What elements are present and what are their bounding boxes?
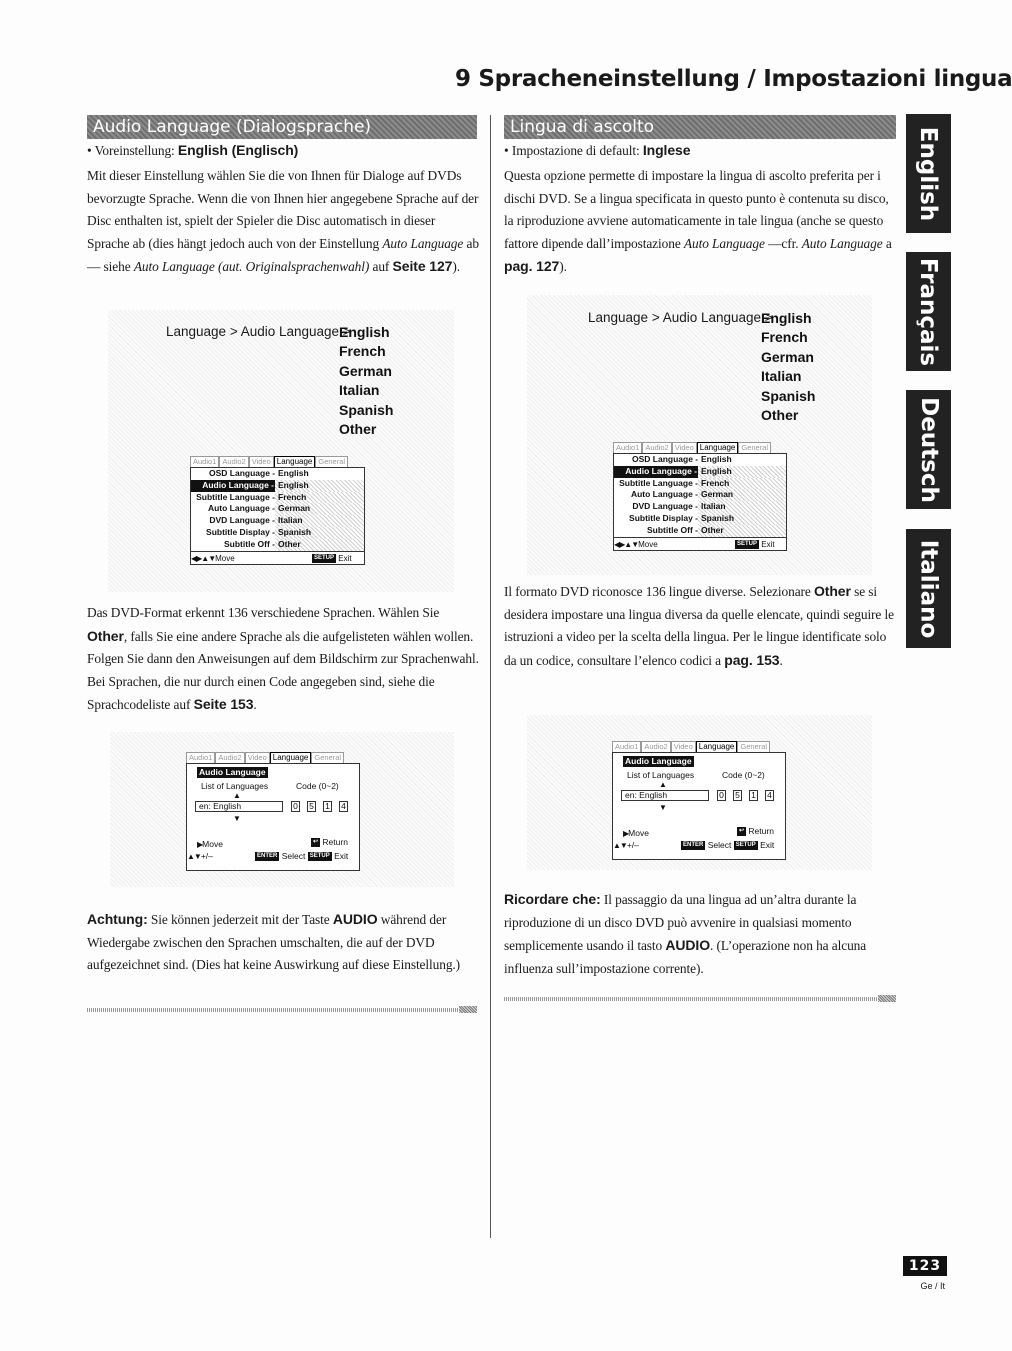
menu-options bbox=[761, 309, 815, 425]
osd-footer bbox=[614, 537, 786, 550]
menu-figure-left bbox=[108, 310, 454, 592]
osd-row-label: Subtitle Display - bbox=[629, 512, 698, 523]
page-ref: Seite 127 bbox=[392, 258, 453, 275]
code-figure-left bbox=[110, 732, 454, 887]
side-tab-francais[interactable] bbox=[906, 252, 951, 371]
osd-tabs bbox=[190, 456, 365, 467]
setup-key-icon: SETUP bbox=[735, 842, 756, 849]
osd-title: Audio Language bbox=[199, 767, 266, 777]
menu-path-prefix: Language > Audio Language > bbox=[166, 324, 351, 339]
osd-body bbox=[190, 467, 365, 565]
right-para2 bbox=[504, 580, 894, 672]
osd-title: Audio Language bbox=[625, 756, 692, 766]
tab-audio1[interactable]: Audio1 bbox=[613, 442, 642, 453]
move-hint: Move bbox=[215, 553, 235, 563]
option-ref: Other bbox=[87, 627, 124, 644]
osd-tabs bbox=[186, 752, 360, 763]
chapter-title: 9 Spracheneinstellung / Impostazioni lingua bbox=[455, 66, 1012, 92]
osd-footer bbox=[191, 551, 364, 564]
code-label: Code (0~2) bbox=[296, 781, 339, 791]
osd-body bbox=[613, 453, 787, 551]
osd-row[interactable] bbox=[614, 478, 786, 490]
setup-key-icon: SETUP bbox=[737, 540, 758, 547]
plusminus-label: +/– bbox=[200, 851, 213, 861]
enter-key-icon: ENTER bbox=[683, 842, 704, 849]
default-value: English (Englisch) bbox=[177, 142, 299, 158]
exit-label: Exit bbox=[760, 840, 775, 850]
menu-option: German bbox=[761, 348, 814, 365]
left-note bbox=[87, 908, 479, 977]
menu-path-prefix: Language > Audio Language > bbox=[588, 310, 773, 325]
code-digit[interactable]: 5 bbox=[733, 790, 742, 801]
tab-audio1[interactable]: Audio1 bbox=[190, 456, 219, 467]
text: Sie können jederzeit mit der Taste bbox=[147, 912, 333, 927]
tab-audio2[interactable]: Audio2 bbox=[215, 752, 244, 763]
osd-row-value: English bbox=[701, 454, 732, 464]
up-down-icon: ▲▼ bbox=[187, 852, 201, 861]
osd-row-selected[interactable] bbox=[614, 466, 786, 478]
osd-row[interactable] bbox=[191, 468, 364, 480]
plusminus-hint bbox=[187, 851, 213, 861]
side-tab-english[interactable] bbox=[906, 114, 951, 233]
code-label: Code (0~2) bbox=[722, 770, 765, 780]
code-digit[interactable]: 4 bbox=[765, 790, 774, 801]
tab-language[interactable]: Language bbox=[697, 442, 739, 453]
menu-option: French bbox=[339, 343, 386, 360]
return-key-icon: ↩ bbox=[739, 828, 745, 835]
right-arrow-icon: ▶ bbox=[623, 829, 629, 838]
end-rule-left bbox=[87, 1008, 477, 1012]
menu-option: Italian bbox=[339, 382, 380, 399]
osd-tabs bbox=[612, 741, 786, 752]
text: Mit dieser Einstellung wählen Sie die von Ihnen für Dialoge auf DVDs bevorzugte Sprache. Wenn die von Ihnen hier angegebene Sprache auf der Disc enthalten ist, spielt der Spieler die Disc automatisch in dieser Sprache ab (dies hängt jedoch auch von der Einstellung bbox=[87, 168, 479, 251]
tab-video[interactable]: Video bbox=[245, 752, 270, 763]
arrow-keys-icon: ◀▶▲▼ bbox=[191, 553, 216, 563]
setup-key-icon: SETUP bbox=[309, 853, 330, 860]
text: ). bbox=[452, 259, 460, 275]
side-tab-label: Italiano bbox=[915, 539, 942, 638]
emph: Auto Language (aut. Originalsprachenwahl) bbox=[133, 259, 370, 275]
note-label: Achtung: bbox=[87, 911, 148, 927]
osd-code-screen bbox=[186, 752, 360, 871]
code-digits bbox=[291, 801, 348, 812]
osd-row-label: Subtitle Display - bbox=[206, 526, 275, 537]
osd-row-label: Auto Language - bbox=[630, 489, 698, 500]
return-hint bbox=[737, 826, 774, 836]
return-label: Return bbox=[748, 826, 774, 836]
menu-option: Other bbox=[339, 421, 377, 438]
osd-row-value: German bbox=[275, 503, 364, 515]
text: ). bbox=[559, 259, 567, 275]
language-field[interactable]: en: English bbox=[621, 790, 709, 801]
exit-hint: Exit bbox=[761, 539, 775, 549]
code-digit[interactable]: 5 bbox=[307, 801, 316, 812]
arrow-keys-icon: ◀▶▲▼ bbox=[614, 539, 639, 549]
menu-option: French bbox=[761, 329, 808, 346]
left-para2 bbox=[87, 602, 479, 717]
return-hint bbox=[311, 837, 348, 847]
text: se si desidera impostare una lingua diversa da quelle elencate, quindi seguire le istruzioni a video per la scelta della lingua. Per le lingue identificate solo da un codice, consultare l’elenco codici a bbox=[504, 584, 894, 668]
osd-screen bbox=[190, 456, 365, 565]
plusminus-label: +/– bbox=[626, 840, 639, 850]
code-figure-right bbox=[527, 715, 872, 870]
up-arrow-icon[interactable]: ▲ bbox=[659, 780, 667, 789]
osd-row-label: Audio Language - bbox=[191, 480, 275, 492]
code-digit[interactable]: 0 bbox=[717, 790, 726, 801]
osd-row-value: Italian bbox=[698, 501, 786, 513]
tab-general[interactable]: General bbox=[737, 741, 770, 752]
select-label: Select bbox=[281, 851, 306, 861]
down-arrow-icon[interactable]: ▼ bbox=[233, 814, 241, 823]
side-tab-label: Deutsch bbox=[915, 396, 942, 503]
osd-row-value: German bbox=[698, 489, 786, 501]
tab-language[interactable]: Language bbox=[696, 741, 738, 752]
select-hint bbox=[681, 840, 774, 850]
code-digit[interactable]: 1 bbox=[749, 790, 758, 801]
text: Il passaggio da una lingua ad un’altra durante la riproduzione di un disco DVD può avvenire in qualsiasi momento semplicemente usando il tasto bbox=[504, 892, 857, 954]
note-label: Ricordare che: bbox=[504, 891, 601, 907]
osd-row-value: French bbox=[275, 492, 364, 504]
section-heading-left: Audio Language (Dialogsprache) bbox=[87, 115, 477, 139]
osd-body bbox=[612, 752, 786, 860]
text: . bbox=[253, 697, 257, 713]
osd-row-value: Spanish bbox=[698, 513, 786, 525]
tab-general[interactable]: General bbox=[315, 456, 348, 467]
text: während der Wiedergabe zwischen den Sprachen umschalten, die auf der DVD aufgezeichnet sind. (Dies hat keine Auswirkung auf diese Einstellung.) bbox=[87, 912, 461, 973]
osd-body bbox=[186, 763, 360, 871]
tab-audio2[interactable]: Audio2 bbox=[219, 456, 248, 467]
code-digit[interactable]: 1 bbox=[323, 801, 332, 812]
side-tab-italiano[interactable] bbox=[906, 529, 951, 648]
select-label: Select bbox=[707, 840, 732, 850]
osd-row[interactable] bbox=[614, 513, 786, 525]
osd-row-label: Subtitle Off - bbox=[224, 538, 275, 549]
menu-option: Italian bbox=[761, 368, 802, 385]
text: Das DVD-Format erkennt 136 verschiedene Sprachen. Wählen Sie bbox=[87, 605, 440, 620]
osd-code-screen bbox=[612, 741, 786, 860]
osd-row-label: OSD Language - bbox=[632, 454, 699, 464]
tab-video[interactable]: Video bbox=[672, 442, 697, 453]
osd-row[interactable] bbox=[191, 515, 364, 527]
text: ab — siehe bbox=[87, 235, 479, 275]
text: . (L’operazione non ha alcuna influenza sull’impostazione corrente). bbox=[504, 938, 867, 976]
language-field[interactable]: en: English bbox=[195, 801, 283, 812]
page-number: 123 bbox=[903, 1256, 947, 1276]
menu-path bbox=[588, 310, 773, 325]
list-label: List of Languages bbox=[201, 781, 269, 791]
side-tab-label: Français bbox=[915, 257, 942, 366]
page-language: Ge / It bbox=[920, 1281, 945, 1291]
osd-row-value: French bbox=[698, 478, 786, 490]
osd-row-label: Subtitle Language - bbox=[619, 477, 698, 488]
osd-row-value: Italian bbox=[275, 515, 364, 527]
osd-row-label: OSD Language - bbox=[209, 468, 276, 478]
menu-figure-right bbox=[527, 295, 872, 575]
text: Il formato DVD riconosce 136 lingue diverse. Selezionare bbox=[504, 584, 814, 599]
code-digits bbox=[717, 790, 774, 801]
tab-video[interactable]: Video bbox=[671, 741, 696, 752]
osd-row-label: Audio Language - bbox=[614, 466, 698, 478]
text: Questa opzione permette di impostare la lingua di ascolto preferita per i dischi DVD. Se a lingua specificata in questo punto è contenuta su disco, la riproduzione avviene automaticamente in tale lingua (anche se questo fattore dipende dall’impostazione bbox=[504, 168, 889, 251]
left-intro bbox=[87, 165, 479, 279]
emph: Auto Language bbox=[382, 235, 464, 251]
emph: Auto Language bbox=[801, 235, 883, 251]
tab-language[interactable]: Language bbox=[270, 752, 312, 763]
osd-row-value: English bbox=[275, 480, 364, 492]
osd-row-value: Other bbox=[698, 525, 786, 537]
column-divider bbox=[490, 115, 491, 1238]
exit-hint: Exit bbox=[338, 553, 352, 563]
setup-key-icon: SETUP bbox=[314, 554, 335, 561]
option-ref: Other bbox=[814, 583, 851, 599]
move-hint bbox=[623, 828, 649, 838]
code-digit[interactable]: 4 bbox=[339, 801, 348, 812]
tab-audio2[interactable]: Audio2 bbox=[642, 442, 671, 453]
page-ref: Seite 153 bbox=[193, 696, 254, 713]
right-arrow-icon: ▶ bbox=[197, 840, 203, 849]
side-tab-deutsch[interactable] bbox=[906, 390, 951, 509]
tab-audio1[interactable]: Audio1 bbox=[612, 741, 641, 752]
right-default-line bbox=[504, 139, 894, 163]
text: —cfr. bbox=[764, 235, 802, 251]
end-rule-right bbox=[504, 997, 896, 1001]
osd-row[interactable] bbox=[614, 501, 786, 513]
tab-general[interactable]: General bbox=[738, 442, 771, 453]
return-label: Return bbox=[322, 837, 348, 847]
osd-row-label: Subtitle Off - bbox=[647, 524, 698, 535]
osd-row[interactable] bbox=[191, 503, 364, 515]
move-hint bbox=[197, 839, 223, 849]
page-ref: pag. 153 bbox=[724, 651, 780, 668]
key-name: AUDIO bbox=[665, 937, 710, 954]
code-digit[interactable]: 0 bbox=[291, 801, 300, 812]
osd-row-label: DVD Language - bbox=[209, 515, 275, 526]
osd-row[interactable] bbox=[614, 454, 786, 466]
osd-row[interactable] bbox=[191, 527, 364, 539]
default-value: Inglese bbox=[642, 142, 691, 158]
osd-row-value: English bbox=[278, 468, 309, 478]
tab-general[interactable]: General bbox=[311, 752, 344, 763]
right-intro bbox=[504, 165, 894, 279]
text: a bbox=[882, 235, 892, 251]
osd-row[interactable] bbox=[614, 489, 786, 501]
select-hint bbox=[255, 851, 348, 861]
page-ref: pag. 127 bbox=[504, 258, 560, 275]
default-prefix: • Voreinstellung: bbox=[87, 143, 178, 158]
osd-row-value: Other bbox=[275, 539, 364, 551]
menu-option: Spanish bbox=[761, 387, 816, 404]
osd-row[interactable] bbox=[614, 525, 786, 537]
plusminus-hint bbox=[613, 840, 639, 850]
move-label: Move bbox=[202, 839, 223, 849]
tab-video[interactable]: Video bbox=[249, 456, 274, 467]
osd-screen bbox=[613, 442, 787, 551]
tab-audio1[interactable]: Audio1 bbox=[186, 752, 215, 763]
right-note bbox=[504, 888, 894, 980]
osd-row-selected[interactable] bbox=[191, 480, 364, 492]
menu-option: Other bbox=[761, 407, 799, 424]
menu-options bbox=[339, 323, 393, 439]
text: auf bbox=[369, 259, 393, 275]
osd-row[interactable] bbox=[191, 492, 364, 504]
list-label: List of Languages bbox=[627, 770, 695, 780]
side-tab-label: English bbox=[915, 126, 942, 221]
menu-option: Spanish bbox=[339, 401, 394, 418]
osd-row-label: Auto Language - bbox=[207, 503, 275, 514]
enter-key-icon: ENTER bbox=[257, 853, 278, 860]
osd-row-label: Subtitle Language - bbox=[196, 491, 275, 502]
text: . bbox=[779, 652, 783, 668]
move-label: Move bbox=[628, 828, 649, 838]
text: , falls Sie eine andere Sprache als die aufgelisteten wählen wollen. Folgen Sie dann den Anweisungen auf dem Bildschirm zur Sprachenwahl. Bei Sprachen, die nur durch einen Code angegeben sind, siehe die Sprachcodeliste auf bbox=[87, 628, 479, 713]
menu-option: English bbox=[761, 310, 812, 326]
move-hint: Move bbox=[638, 539, 658, 549]
menu-path bbox=[166, 324, 351, 339]
menu-option: German bbox=[339, 362, 392, 379]
key-name: AUDIO bbox=[332, 911, 378, 927]
exit-label: Exit bbox=[334, 851, 349, 861]
tab-audio2[interactable]: Audio2 bbox=[641, 741, 670, 752]
up-arrow-icon[interactable]: ▲ bbox=[233, 791, 241, 800]
emph: Auto Language bbox=[683, 235, 765, 251]
down-arrow-icon[interactable]: ▼ bbox=[659, 803, 667, 812]
osd-row-value: Spanish bbox=[275, 527, 364, 539]
tab-language[interactable]: Language bbox=[274, 456, 316, 467]
osd-row[interactable] bbox=[191, 539, 364, 551]
return-key-icon: ↩ bbox=[313, 839, 319, 846]
up-down-icon: ▲▼ bbox=[613, 841, 627, 850]
osd-row-label: DVD Language - bbox=[632, 501, 698, 512]
osd-row-value: English bbox=[698, 466, 786, 478]
default-prefix: • Impostazione di default: bbox=[504, 143, 643, 158]
section-heading-right: Lingua di ascolto bbox=[504, 115, 896, 139]
left-default-line bbox=[87, 139, 479, 163]
menu-option: English bbox=[339, 324, 390, 340]
osd-tabs bbox=[613, 442, 787, 453]
